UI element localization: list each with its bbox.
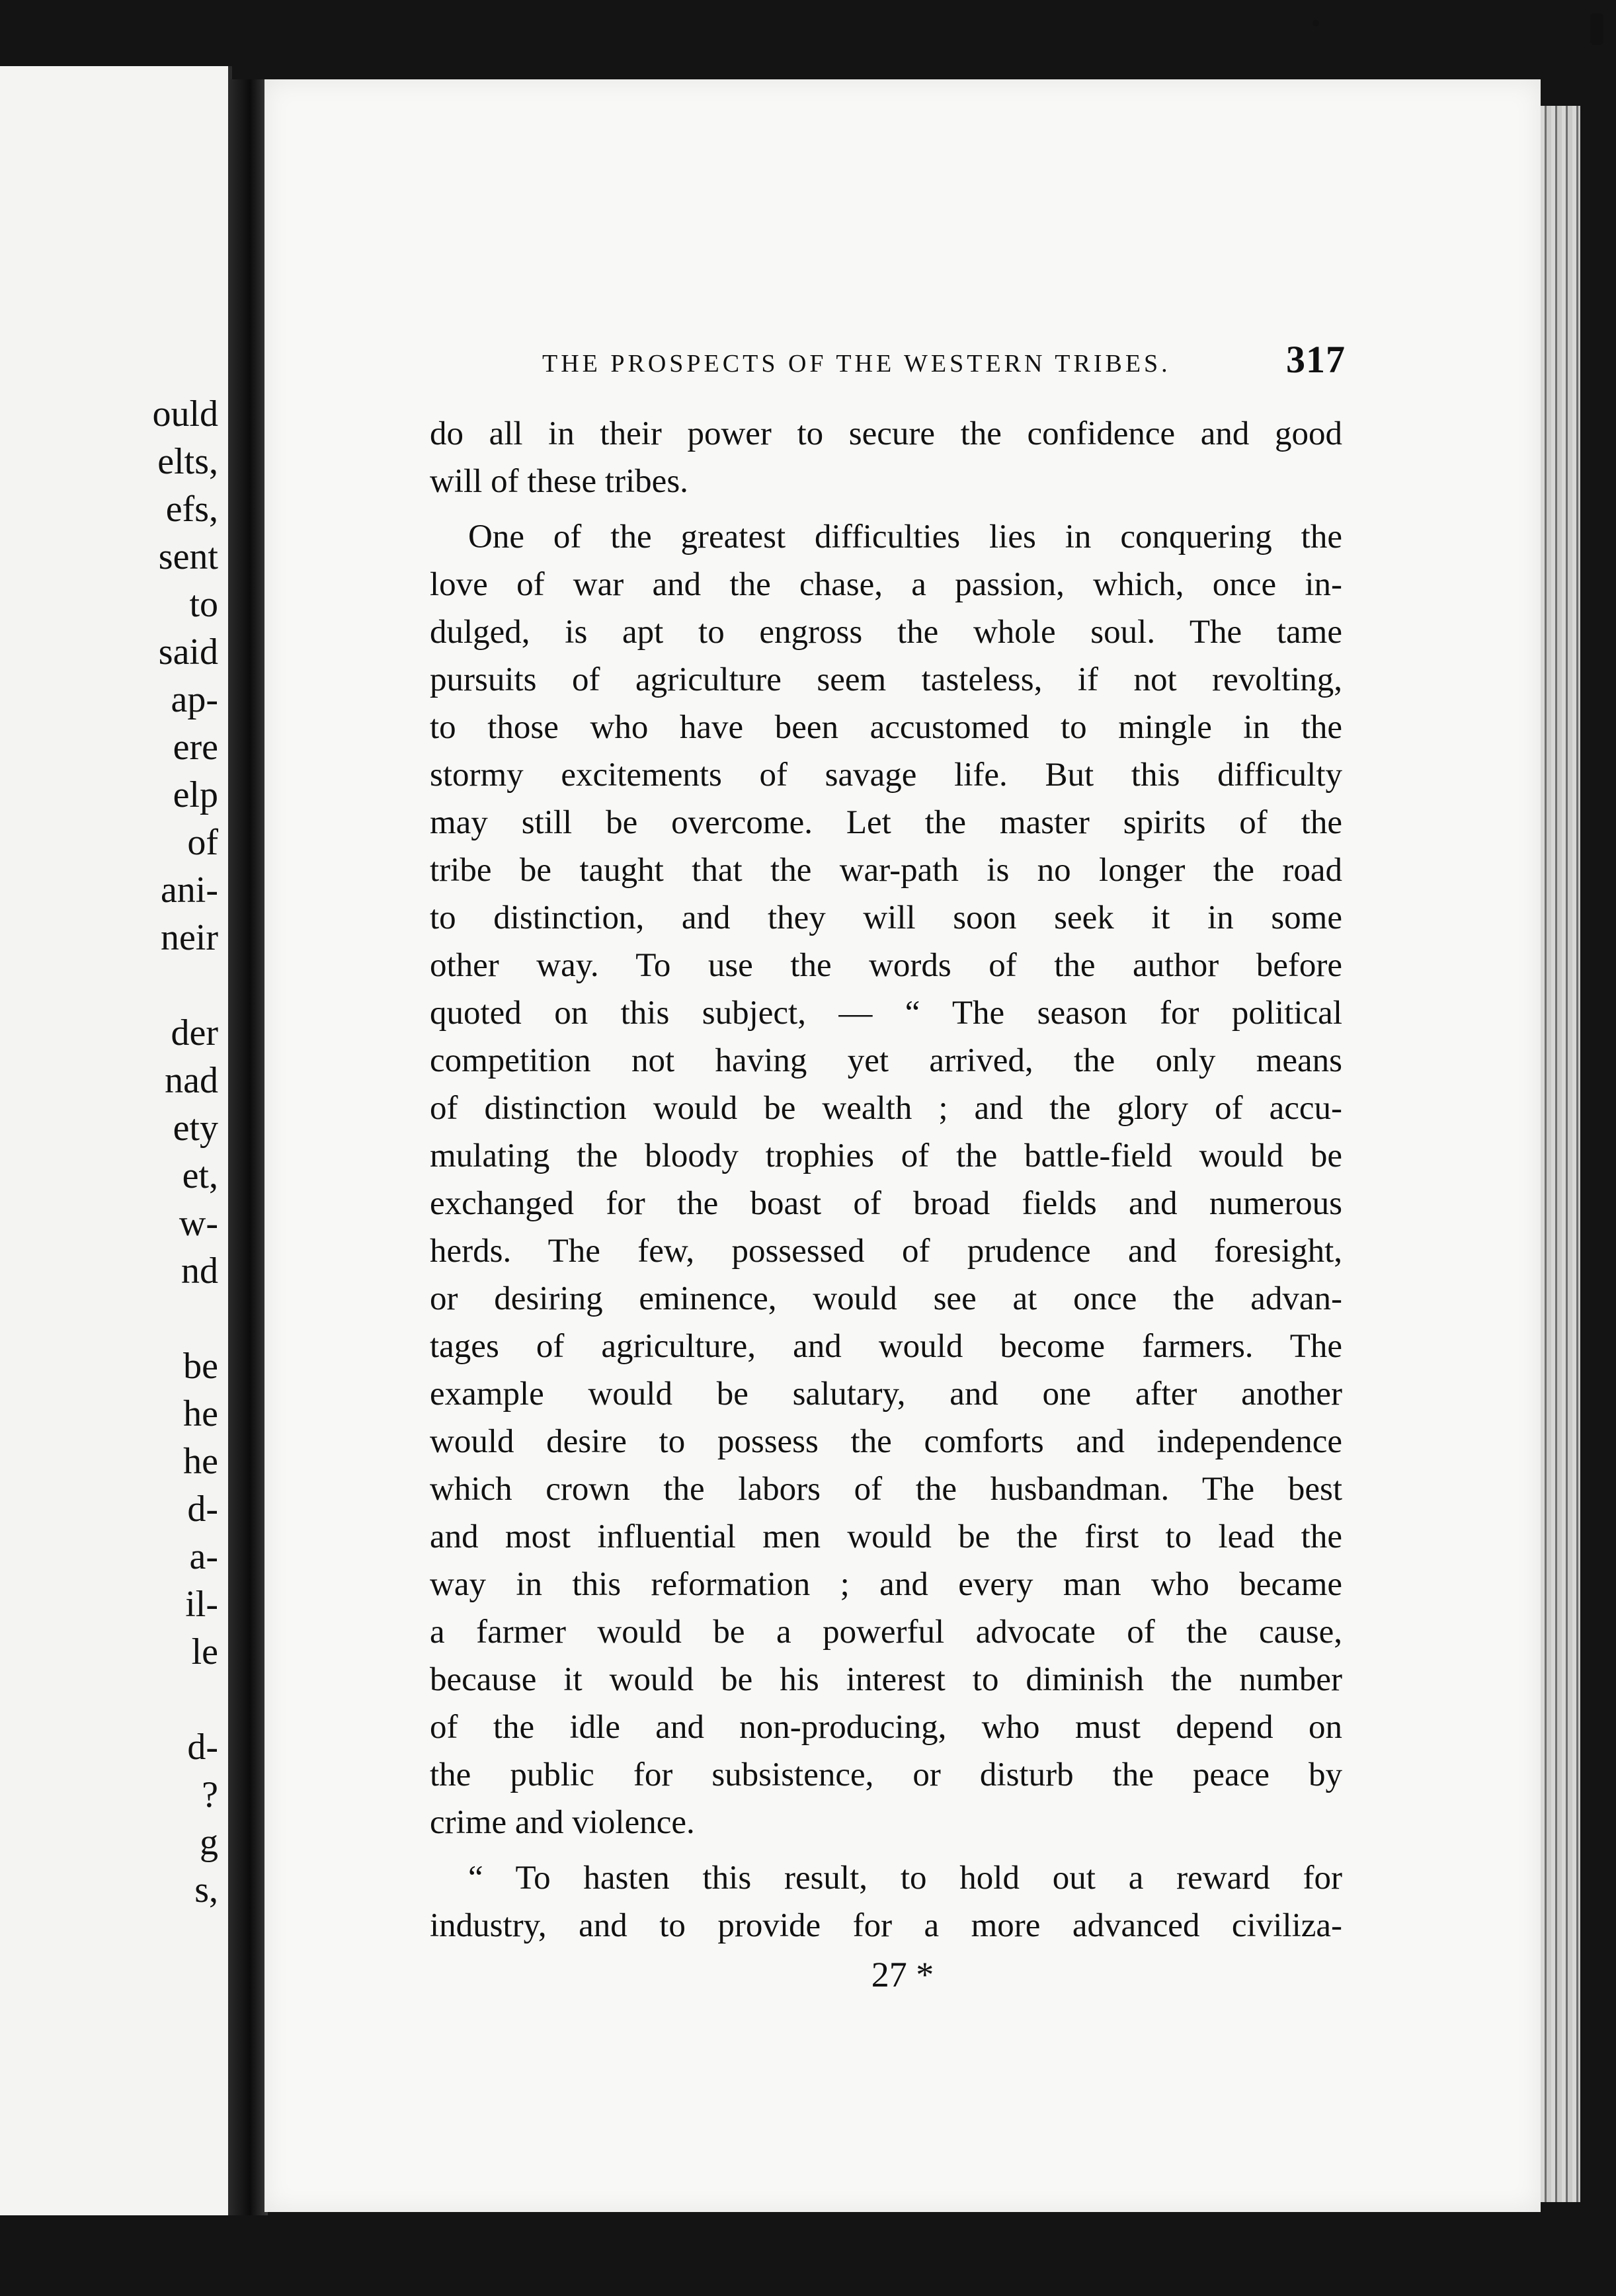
text-line: or desiring eminence, would see at once the advan- (430, 1280, 1342, 1317)
facing-page-fragment: ? (202, 1774, 218, 1815)
text-line: competition not having yet arrived, the only means (430, 1042, 1342, 1079)
facing-page-fragment: d- (187, 1727, 218, 1768)
body-text (430, 410, 1342, 1949)
facing-page-fragment: nad (165, 1060, 218, 1101)
facing-page-fragment: efs, (165, 489, 218, 530)
facing-page-fragment: sent (158, 536, 218, 577)
facing-page-fragment: elp (173, 774, 218, 815)
scan-speck (93, 99, 104, 116)
facing-page-fragment: a- (189, 1536, 218, 1577)
text-line: dulged, is apt to engross the whole soul. The tame (430, 614, 1342, 651)
text-line: tages of agriculture, and would become farmers. The (430, 1328, 1342, 1365)
page-header (542, 337, 1346, 390)
text-line: will of these tribes. (430, 463, 688, 500)
running-title: THE PROSPECTS OF THE WESTERN TRIBES. (542, 350, 1171, 378)
text-line: a farmer would be a powerful advocate of the cause, (430, 1614, 1342, 1651)
facing-page-fragment: ani- (160, 870, 218, 911)
facing-page-fragment: be (183, 1346, 218, 1387)
facing-page-fragment: nd (181, 1250, 218, 1292)
scan-speck (1313, 20, 1319, 26)
paragraph-gap (430, 505, 1342, 513)
scan-speck (1590, 13, 1603, 45)
facing-page-fragment: w- (179, 1203, 218, 1244)
facing-page-fragment: ould (152, 393, 218, 434)
facing-page-fragment: ere (173, 727, 218, 768)
facing-page-fragment: d- (187, 1489, 218, 1530)
text-line: and most influential men would be the first to lead the (430, 1518, 1342, 1555)
text-line: to distinction, and they will soon seek it in some (430, 899, 1342, 936)
facing-page-fragment: he (183, 1393, 218, 1434)
facing-page-fragment: il- (185, 1584, 218, 1625)
text-line: way in this reformation ; and every man who became (430, 1566, 1342, 1603)
page-number: 317 (1286, 338, 1346, 381)
text-line: which crown the labors of the husbandman. The best (430, 1471, 1342, 1508)
text-line: would desire to possess the comforts and independence (430, 1423, 1342, 1460)
text-line: stormy excitements of savage life. But this difficulty (430, 757, 1342, 794)
facing-page-fragment: s, (194, 1869, 218, 1910)
facing-page-fragment: et, (182, 1155, 218, 1196)
facing-page-fragment: he (183, 1441, 218, 1482)
text-line: love of war and the chase, a passion, which, once in- (430, 566, 1342, 603)
text-line: because it would be his interest to diminish the number (430, 1661, 1342, 1698)
facing-page-fragment: g (200, 1822, 218, 1863)
text-line: quoted on this subject, — “ The season for political (430, 995, 1342, 1032)
facing-page-fragment: le (191, 1631, 218, 1672)
facing-page-fragment: said (158, 632, 218, 673)
text-line: mulating the bloody trophies of the battle-field would be (430, 1137, 1342, 1174)
facing-page-fragment: elts, (157, 441, 218, 482)
signature-mark: 27 * (871, 1955, 934, 1994)
text-line: to those who have been accustomed to mingle in the (430, 709, 1342, 746)
facing-page-fragment: ety (173, 1108, 218, 1149)
facing-page-fragment: neir (160, 917, 218, 958)
text-line: exchanged for the boast of broad fields and numerous (430, 1185, 1342, 1222)
text-line: of the idle and non-producing, who must depend on (430, 1709, 1342, 1746)
text-line: the public for subsistence, or disturb the peace by (430, 1756, 1342, 1793)
paragraph-gap (430, 1846, 1342, 1854)
facing-page-fragment: of (187, 822, 218, 863)
text-line: One of the greatest difficulties lies in conquering the (468, 518, 1342, 555)
text-line: of distinction would be wealth ; and the glory of accu- (430, 1090, 1342, 1127)
text-line: crime and violence. (430, 1804, 695, 1841)
facing-page-fragment: der (171, 1012, 218, 1053)
text-line: industry, and to provide for a more advanced civiliza- (430, 1907, 1342, 1944)
facing-page-fragment: ap- (171, 679, 218, 720)
text-line: example would be salutary, and one after another (430, 1375, 1342, 1413)
text-line: herds. The few, possessed of prudence and foresight, (430, 1233, 1342, 1270)
text-line: “ To hasten this result, to hold out a reward for (468, 1860, 1342, 1897)
page-edges (1541, 106, 1580, 2202)
facing-page-left (0, 66, 232, 2215)
text-line: pursuits of agriculture seem tasteless, if not revolting, (430, 661, 1342, 698)
text-line: other way. To use the words of the author before (430, 947, 1342, 984)
text-line: may still be overcome. Let the master spirits of the (430, 804, 1342, 841)
text-line: tribe be taught that the war-path is no longer the road (430, 852, 1342, 889)
facing-page-fragment: to (189, 584, 218, 625)
text-line: do all in their power to secure the confidence and good (430, 415, 1342, 452)
book-gutter (228, 79, 268, 2215)
